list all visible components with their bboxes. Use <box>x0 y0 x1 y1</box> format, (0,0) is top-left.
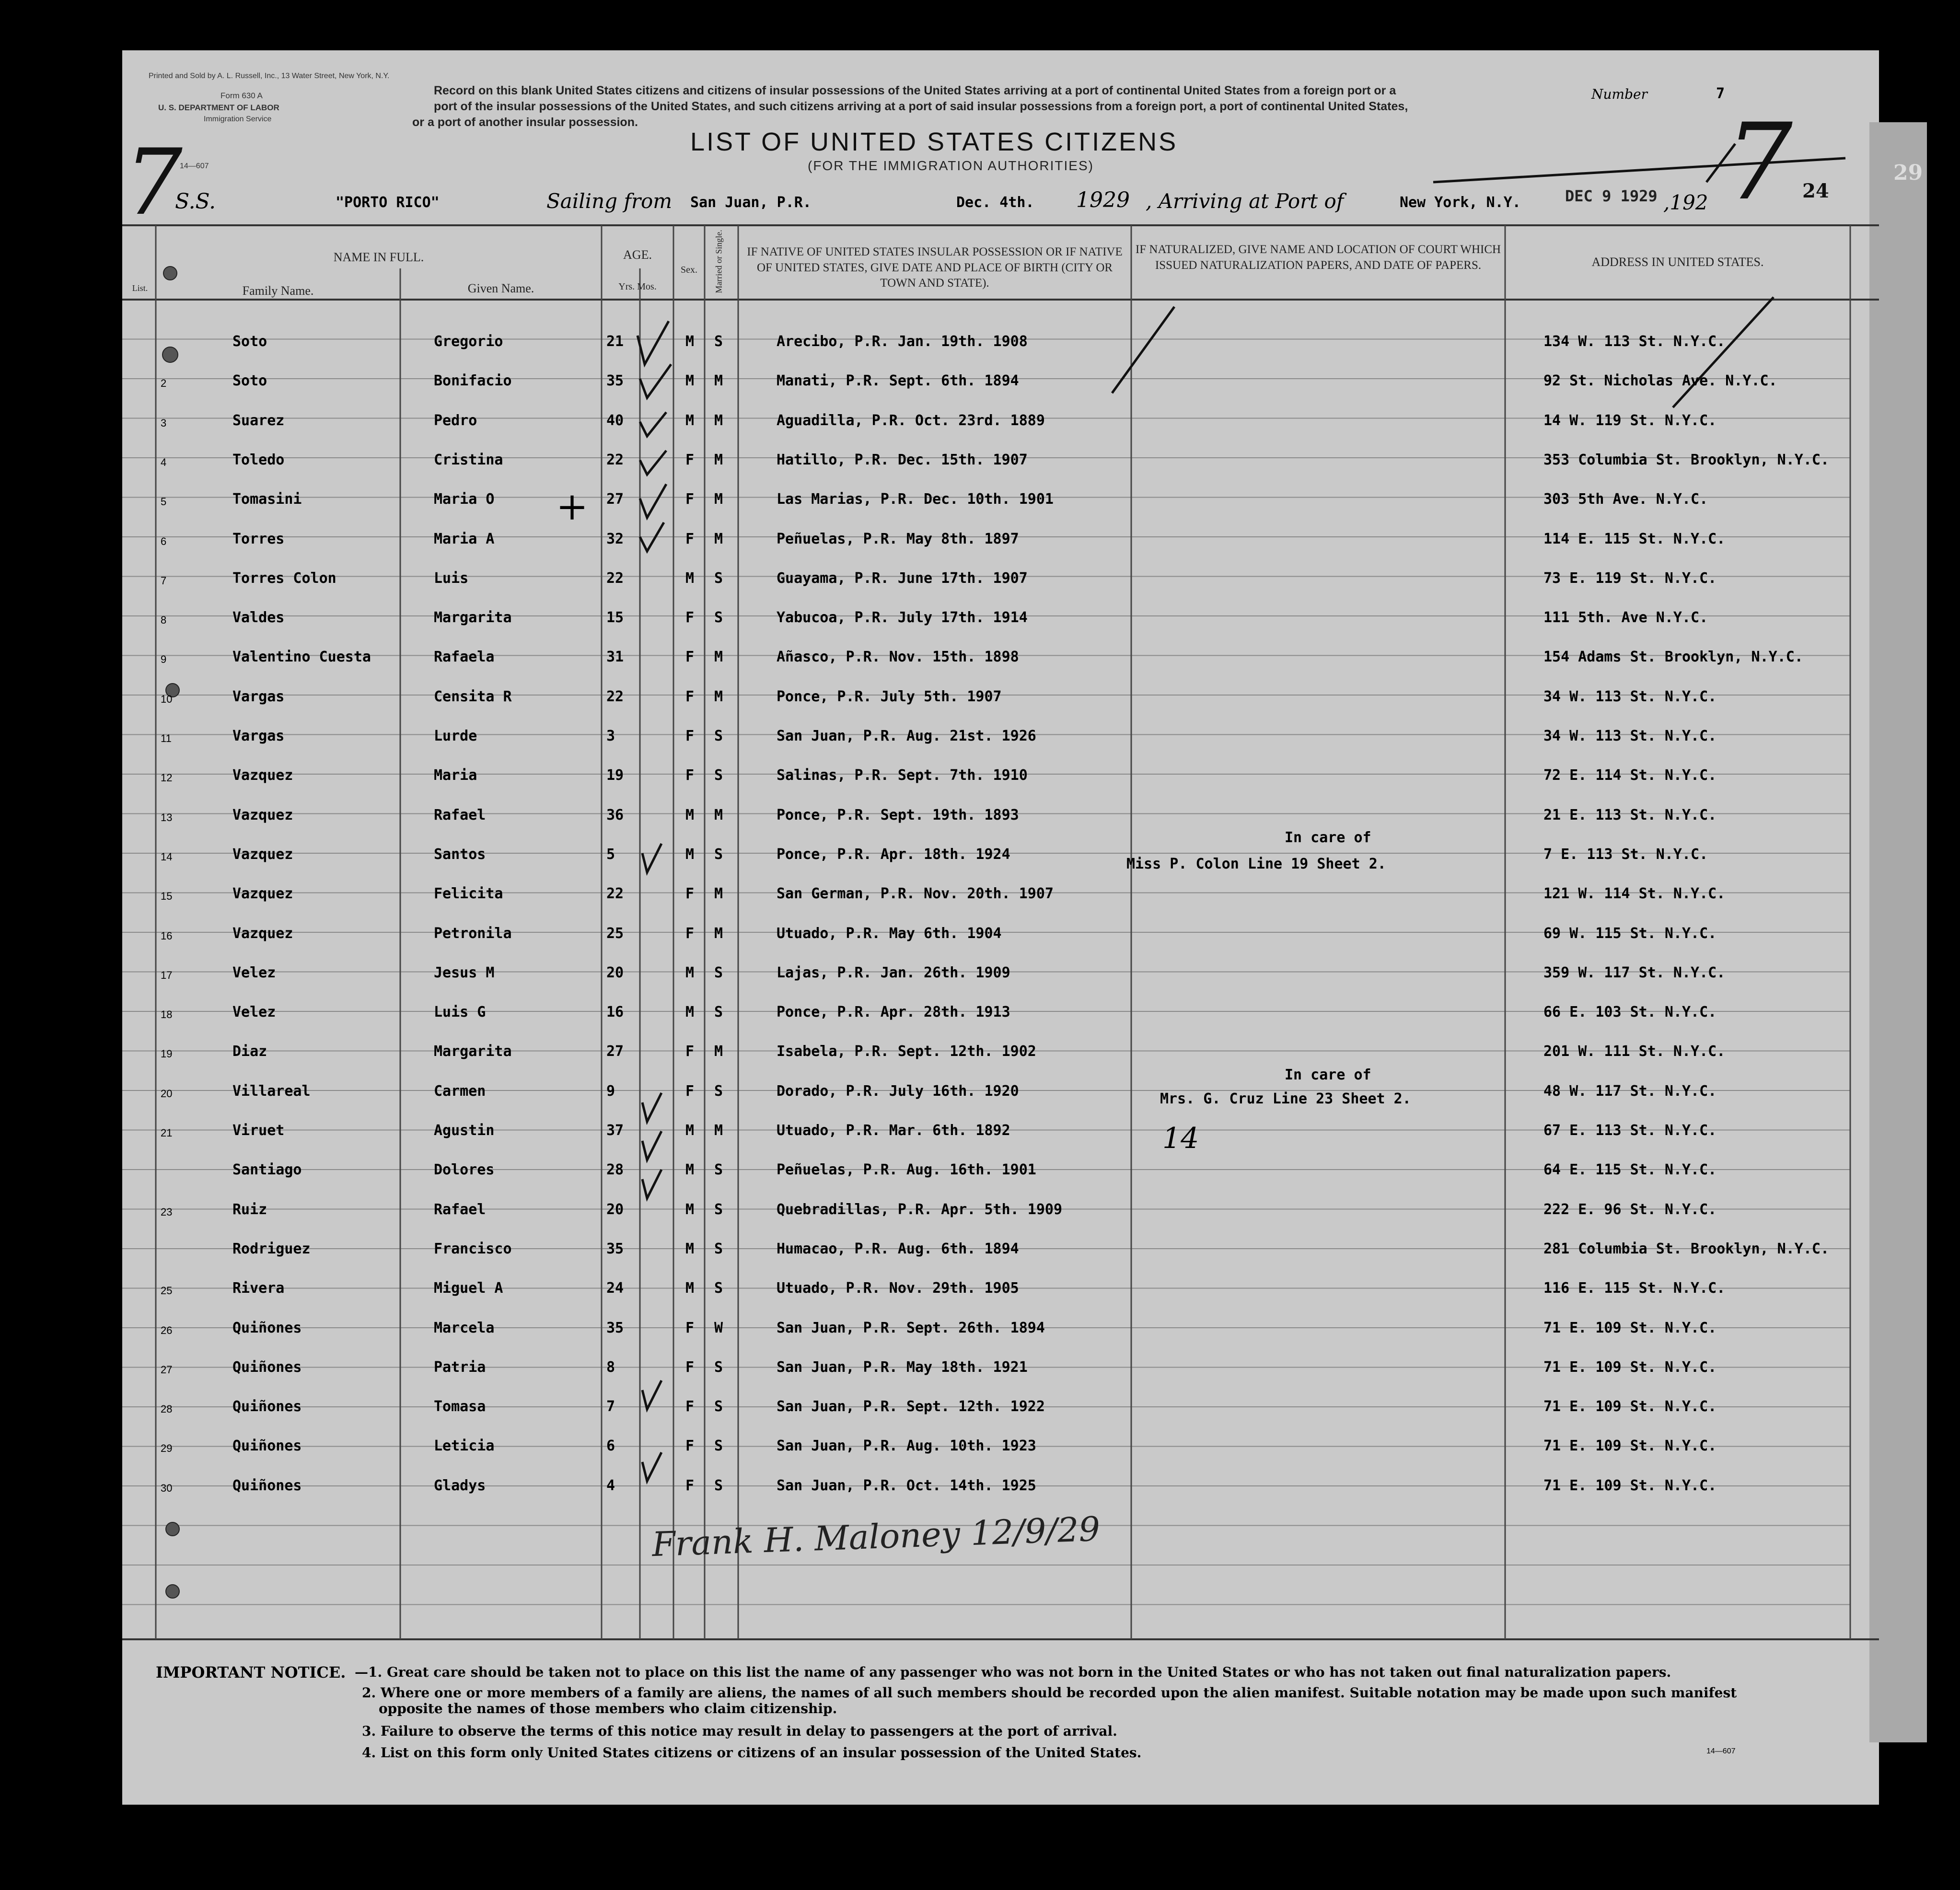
sex: F <box>685 649 695 665</box>
given-name: Petronila <box>434 925 512 942</box>
row-number: 2 <box>161 377 167 389</box>
us-address: 92 St. Nicholas Ave. N.Y.C. <box>1543 372 1777 389</box>
family-name: Vargas <box>232 728 285 744</box>
col-age: AGE. <box>623 248 652 262</box>
given-name: Patria <box>434 1359 486 1376</box>
birth-place-date: San Juan, P.R. May 18th. 1921 <box>777 1359 1028 1376</box>
birth-place-date: Peñuelas, P.R. May 8th. 1897 <box>777 531 1019 547</box>
arrival-date-stamp: DEC 9 1929 <box>1565 187 1658 205</box>
sailing-label: Sailing from <box>546 189 673 213</box>
birth-place-date: Manati, P.R. Sept. 6th. 1894 <box>777 372 1019 389</box>
given-name: Gregorio <box>434 333 503 350</box>
marital-status: M <box>714 649 723 665</box>
sex: F <box>685 1083 695 1100</box>
row-number: 6 <box>161 535 167 547</box>
sex: F <box>685 452 695 468</box>
sex: M <box>685 1161 695 1178</box>
us-address: 114 E. 115 St. N.Y.C. <box>1543 531 1726 547</box>
us-address: 73 E. 119 St. N.Y.C. <box>1543 570 1717 587</box>
form-code: 14—607 <box>180 162 209 170</box>
sex: F <box>685 609 695 626</box>
birth-place-date: Guayama, P.R. June 17th. 1907 <box>777 570 1028 587</box>
birth-place-date: Ponce, P.R. Apr. 18th. 1924 <box>777 846 1010 863</box>
family-name: Valdes <box>232 609 285 626</box>
given-name: Maria A <box>434 531 495 547</box>
marital-status: S <box>714 1359 723 1376</box>
birth-place-date: Hatillo, P.R. Dec. 15th. 1907 <box>777 452 1028 468</box>
row-number: 25 <box>161 1285 173 1297</box>
marital-status: S <box>714 846 723 863</box>
marital-status: S <box>714 1004 723 1020</box>
age: 20 <box>606 964 624 981</box>
given-name: Dolores <box>434 1161 495 1178</box>
given-name: Pedro <box>434 412 477 429</box>
sex: F <box>685 1320 695 1336</box>
row-number: 17 <box>161 969 173 981</box>
us-address: 222 E. 96 St. N.Y.C. <box>1543 1201 1717 1218</box>
row-number: 16 <box>161 930 173 942</box>
family-name: Quiñones <box>232 1438 302 1454</box>
age: 7 <box>606 1398 615 1415</box>
age: 5 <box>606 846 615 863</box>
us-address: 72 E. 114 St. N.Y.C. <box>1543 767 1717 784</box>
us-address: 71 E. 109 St. N.Y.C. <box>1543 1320 1717 1336</box>
care-note-1-detail: Miss P. Colon Line 19 Sheet 2. <box>1126 856 1386 872</box>
given-name: Santos <box>434 846 486 863</box>
row-number: 15 <box>161 890 173 902</box>
family-name: Soto <box>232 372 267 389</box>
row-number: 14 <box>161 851 173 863</box>
page-29: 29 <box>1893 161 1923 185</box>
us-address: 71 E. 109 St. N.Y.C. <box>1543 1398 1717 1415</box>
marital-status: M <box>714 688 723 705</box>
row-number: 27 <box>161 1364 173 1376</box>
given-name: Tomasa <box>434 1398 486 1415</box>
sail-year: 1929 <box>1076 188 1130 212</box>
birth-place-date: Utuado, P.R. May 6th. 1904 <box>777 925 1002 942</box>
birth-place-date: Isabela, P.R. Sept. 12th. 1902 <box>777 1043 1036 1060</box>
birth-place-date: San Juan, P.R. Aug. 21st. 1926 <box>777 728 1036 744</box>
family-name: Santiago <box>232 1161 302 1178</box>
age: 19 <box>606 767 624 784</box>
family-name: Vazquez <box>232 885 293 902</box>
family-name: Tomasini <box>232 491 302 508</box>
row-number: 23 <box>161 1206 173 1218</box>
notice-label: IMPORTANT NOTICE. <box>156 1663 346 1681</box>
age: 15 <box>606 609 624 626</box>
given-name: Agustin <box>434 1122 495 1139</box>
us-address: 66 E. 103 St. N.Y.C. <box>1543 1004 1717 1020</box>
us-address: 111 5th. Ave N.Y.C. <box>1543 609 1708 626</box>
notice-item-1: —1. Great care should be taken not to place on this list the name of any passenger who was not born in the United States or who has not taken out final naturalization papers. <box>355 1664 1671 1680</box>
notice-item-2a: 2. Where one or more members of a family are aliens, the names of all such members should be recorded upon the alien manifest. Suitable notation may be made upon such manifest <box>362 1685 1737 1701</box>
age: 35 <box>606 1320 624 1336</box>
birth-place-date: Arecibo, P.R. Jan. 19th. 1908 <box>777 333 1028 350</box>
sailing-from: San Juan, P.R. <box>690 194 812 211</box>
birth-place-date: Lajas, P.R. Jan. 26th. 1909 <box>777 964 1010 981</box>
age: 3 <box>606 728 615 744</box>
marital-status: S <box>714 964 723 981</box>
row-number: 7 <box>161 575 167 587</box>
us-address: 34 W. 113 St. N.Y.C. <box>1543 688 1717 705</box>
given-name: Leticia <box>434 1438 495 1454</box>
footer-form-code: 14—607 <box>1706 1747 1736 1755</box>
marital-status: S <box>714 570 723 587</box>
marital-status: S <box>714 1201 723 1218</box>
sex: F <box>685 925 695 942</box>
family-name: Vazquez <box>232 807 293 823</box>
sex: F <box>685 728 695 744</box>
big-numeral: 7 <box>1726 101 1793 223</box>
row-number: 12 <box>161 772 173 784</box>
row-number: 5 <box>161 496 167 508</box>
row-number: 4 <box>161 456 167 468</box>
marital-status: M <box>714 925 723 942</box>
row-number: 20 <box>161 1088 173 1100</box>
us-address: 67 E. 113 St. N.Y.C. <box>1543 1122 1717 1139</box>
sex: F <box>685 491 695 508</box>
marital-status: M <box>714 531 723 547</box>
row-number: 21 <box>161 1127 173 1139</box>
marital-status: S <box>714 1398 723 1415</box>
birth-place-date: Utuado, P.R. Nov. 29th. 1905 <box>777 1280 1019 1297</box>
us-address: 359 W. 117 St. N.Y.C. <box>1543 964 1726 981</box>
form-number: Form 630 A <box>220 91 263 100</box>
birth-place-date: Ponce, P.R. July 5th. 1907 <box>777 688 1002 705</box>
year-suffix: ,192 <box>1663 191 1708 214</box>
given-name: Miguel A <box>434 1280 503 1297</box>
sex: M <box>685 1122 695 1139</box>
birth-place-date: Aguadilla, P.R. Oct. 23rd. 1889 <box>777 412 1045 429</box>
birth-place-date: Dorado, P.R. July 16th. 1920 <box>777 1083 1019 1100</box>
given-name: Luis G <box>434 1004 486 1020</box>
marital-status: W <box>714 1320 723 1336</box>
row-number: 10 <box>161 693 173 705</box>
sex: F <box>685 1359 695 1376</box>
age: 22 <box>606 570 624 587</box>
given-name: Censita R <box>434 688 512 705</box>
sex: M <box>685 1241 695 1257</box>
row-number: 29 <box>161 1442 173 1454</box>
birth-place-date: Utuado, P.R. Mar. 6th. 1892 <box>777 1122 1010 1139</box>
printer-line: Printed and Sold by A. L. Russell, Inc., 13 Water Street, New York, N.Y. <box>149 72 390 80</box>
sex: F <box>685 885 695 902</box>
age: 8 <box>606 1359 615 1376</box>
marital-status: S <box>714 333 723 350</box>
family-name: Vazquez <box>232 767 293 784</box>
us-address: 303 5th Ave. N.Y.C. <box>1543 491 1708 508</box>
age: 25 <box>606 925 624 942</box>
ship-name: "PORTO RICO" <box>336 194 440 211</box>
col-address: ADDRESS IN UNITED STATES. <box>1591 255 1764 269</box>
marital-status: S <box>714 767 723 784</box>
col-naturalized: IF NATURALIZED, GIVE NAME AND LOCATION OF COURT WHICH ISSUED NATURALIZATION PAPERS, AND DATE OF PAPERS. <box>1135 243 1501 272</box>
given-name: Margarita <box>434 1043 512 1060</box>
corner-mark: 7 <box>125 129 183 235</box>
marital-status: M <box>714 807 723 823</box>
sex: F <box>685 1438 695 1454</box>
us-address: 14 W. 119 St. N.Y.C. <box>1543 412 1717 429</box>
given-name: Rafaela <box>434 649 495 665</box>
given-name: Cristina <box>434 452 503 468</box>
us-address: 134 W. 113 St. N.Y.C. <box>1543 333 1726 350</box>
care-note-1-heading: In care of <box>1285 829 1371 846</box>
row-number: 18 <box>161 1009 173 1020</box>
marital-status: M <box>714 1122 723 1139</box>
marital-status: M <box>714 412 723 429</box>
age: 20 <box>606 1201 624 1218</box>
us-address: 353 Columbia St. Brooklyn, N.Y.C. <box>1543 452 1830 468</box>
marital-status: S <box>714 609 723 626</box>
us-address: 281 Columbia St. Brooklyn, N.Y.C. <box>1543 1241 1830 1257</box>
row-number: 26 <box>161 1324 173 1336</box>
record-instructions-2: port of the insular possessions of the United States, and such citizens arriving at a port of said insular possessions from a foreign port, a port of continental United States, <box>434 100 1408 113</box>
us-address: 21 E. 113 St. N.Y.C. <box>1543 807 1717 823</box>
given-name: Gladys <box>434 1477 486 1494</box>
us-address: 64 E. 115 St. N.Y.C. <box>1543 1161 1717 1178</box>
sex: M <box>685 964 695 981</box>
given-name: Felicita <box>434 885 503 902</box>
family-name: Rodriguez <box>232 1241 311 1257</box>
given-name: Carmen <box>434 1083 486 1100</box>
family-name: Quiñones <box>232 1477 302 1494</box>
record-instructions-3: or a port of another insular possession. <box>412 116 638 129</box>
marital-status: S <box>714 1083 723 1100</box>
age: 22 <box>606 688 624 705</box>
birth-place-date: Humacao, P.R. Aug. 6th. 1894 <box>777 1241 1019 1257</box>
page-title: LIST OF UNITED STATES CITIZENS <box>690 128 1178 156</box>
family-name: Quiñones <box>232 1398 302 1415</box>
age: 37 <box>606 1122 624 1139</box>
us-address: 116 E. 115 St. N.Y.C. <box>1543 1280 1726 1297</box>
marital-status: M <box>714 491 723 508</box>
col-married-single: Married or Single. <box>714 230 724 293</box>
notice-item-2b: opposite the names of those members who claim citizenship. <box>379 1701 837 1716</box>
family-name: Velez <box>232 964 276 981</box>
sail-date: Dec. 4th. <box>956 194 1034 211</box>
us-address: 71 E. 109 St. N.Y.C. <box>1543 1438 1717 1454</box>
marital-status: S <box>714 1241 723 1257</box>
row-number: 9 <box>161 653 167 665</box>
age: 21 <box>606 333 624 350</box>
family-name: Quiñones <box>232 1359 302 1376</box>
sex: M <box>685 333 695 350</box>
birth-place-date: Salinas, P.R. Sept. 7th. 1910 <box>777 767 1028 784</box>
us-address: 7 E. 113 St. N.Y.C. <box>1543 846 1708 863</box>
page-24: 24 <box>1802 180 1829 202</box>
family-name: Ruiz <box>232 1201 267 1218</box>
family-name: Villareal <box>232 1083 311 1100</box>
birth-place-date: Ponce, P.R. Sept. 19th. 1893 <box>777 807 1019 823</box>
birth-place-date: Quebradillas, P.R. Apr. 5th. 1909 <box>777 1201 1063 1218</box>
inspector-signature: Frank H. Maloney 12/9/29 <box>651 1509 1101 1565</box>
given-name: Francisco <box>434 1241 512 1257</box>
birth-place-date: Peñuelas, P.R. Aug. 16th. 1901 <box>777 1161 1036 1178</box>
marital-status: S <box>714 1280 723 1297</box>
col-yrs-mos: Yrs. Mos. <box>618 281 657 292</box>
age: 22 <box>606 885 624 902</box>
given-name: Rafael <box>434 807 486 823</box>
family-name: Rivera <box>232 1280 285 1297</box>
given-name: Luis <box>434 570 469 587</box>
age: 27 <box>606 1043 624 1060</box>
age: 4 <box>606 1477 615 1494</box>
us-address: 121 W. 114 St. N.Y.C. <box>1543 885 1726 902</box>
sex: M <box>685 1004 695 1020</box>
arrival-port: New York, N.Y. <box>1400 194 1521 211</box>
row-number: 28 <box>161 1403 173 1415</box>
col-name-in-full: NAME IN FULL. <box>333 250 424 264</box>
us-address: 154 Adams St. Brooklyn, N.Y.C. <box>1543 649 1803 665</box>
row-number: 3 <box>161 417 167 429</box>
us-address: 201 W. 111 St. N.Y.C. <box>1543 1043 1726 1060</box>
family-name: Torres Colon <box>232 570 336 587</box>
us-address: 71 E. 109 St. N.Y.C. <box>1543 1359 1717 1376</box>
sex: F <box>685 688 695 705</box>
sex: M <box>685 412 695 429</box>
age: 36 <box>606 807 624 823</box>
marital-status: S <box>714 1477 723 1494</box>
marital-status: M <box>714 452 723 468</box>
us-address: 69 W. 115 St. N.Y.C. <box>1543 925 1717 942</box>
birth-place-date: San Juan, P.R. Oct. 14th. 1925 <box>777 1477 1036 1494</box>
marital-status: M <box>714 885 723 902</box>
page-subtitle: (FOR THE IMMIGRATION AUTHORITIES) <box>808 158 1094 173</box>
us-address: 71 E. 109 St. N.Y.C. <box>1543 1477 1717 1494</box>
col-family-name: Family Name. <box>242 284 314 298</box>
given-name: Lurde <box>434 728 477 744</box>
age: 27 <box>606 491 624 508</box>
hand-cross-mark: + <box>556 484 589 529</box>
sex: M <box>685 372 695 389</box>
service-label: Immigration Service <box>204 115 272 123</box>
care-note-2-detail: Mrs. G. Cruz Line 23 Sheet 2. <box>1160 1090 1411 1107</box>
age: 31 <box>606 649 624 665</box>
age: 22 <box>606 452 624 468</box>
sex: F <box>685 1477 695 1494</box>
marital-status: S <box>714 1438 723 1454</box>
age: 16 <box>606 1004 624 1020</box>
family-name: Quiñones <box>232 1320 302 1336</box>
notice-item-4: 4. List on this form only United States citizens or citizens of an insular possession of the United States. <box>362 1745 1142 1761</box>
family-name: Vargas <box>232 688 285 705</box>
sex: M <box>685 1201 695 1218</box>
sex: F <box>685 1043 695 1060</box>
birth-place-date: San Juan, P.R. Aug. 10th. 1923 <box>777 1438 1036 1454</box>
hand-14-mark: 14 <box>1162 1122 1199 1155</box>
birth-place-date: Las Marias, P.R. Dec. 10th. 1901 <box>777 491 1054 508</box>
birth-place-date: San German, P.R. Nov. 20th. 1907 <box>777 885 1054 902</box>
row-number: 19 <box>161 1048 173 1060</box>
row-number: 30 <box>161 1482 173 1494</box>
sex: M <box>685 570 695 587</box>
sex: F <box>685 1398 695 1415</box>
arriving-label: , Arriving at Port of <box>1146 189 1344 213</box>
notice-item-3: 3. Failure to observe the terms of this notice may result in delay to passengers at the port of arrival. <box>362 1723 1117 1739</box>
record-instructions-1: Record on this blank United States citizens and citizens of insular possessions of the United States arriving at a port of continental United States from a foreign port or a <box>434 84 1396 97</box>
ss-label: S.S. <box>175 189 216 214</box>
given-name: Bonifacio <box>434 372 512 389</box>
sex: M <box>685 1280 695 1297</box>
given-name: Jesus M <box>434 964 495 981</box>
row-number: 8 <box>161 614 167 626</box>
family-name: Diaz <box>232 1043 267 1060</box>
family-name: Toledo <box>232 452 285 468</box>
given-name: Maria <box>434 767 477 784</box>
age: 28 <box>606 1161 624 1178</box>
family-name: Vazquez <box>232 925 293 942</box>
age: 32 <box>606 531 624 547</box>
age: 24 <box>606 1280 624 1297</box>
given-name: Marcela <box>434 1320 495 1336</box>
marital-status: S <box>714 1161 723 1178</box>
family-name: Suarez <box>232 412 285 429</box>
family-name: Valentino Cuesta <box>232 649 371 665</box>
age: 9 <box>606 1083 615 1100</box>
marital-status: M <box>714 372 723 389</box>
family-name: Torres <box>232 531 285 547</box>
marital-status: S <box>714 728 723 744</box>
sex: F <box>685 531 695 547</box>
col-birth: IF NATIVE OF UNITED STATES INSULAR POSSESSION OR IF NATIVE OF UNITED STATES, GIVE DATE AND PLACE OF BIRTH (CITY OR TOWN AND STATE). <box>747 245 1123 290</box>
marital-status: M <box>714 1043 723 1060</box>
given-name: Maria O <box>434 491 495 508</box>
given-name: Margarita <box>434 609 512 626</box>
number-value: 7 <box>1716 85 1725 102</box>
age: 35 <box>606 372 624 389</box>
col-sex: Sex. <box>681 265 697 275</box>
family-name: Velez <box>232 1004 276 1020</box>
col-given-name: Given Name. <box>467 281 534 295</box>
us-address: 48 W. 117 St. N.Y.C. <box>1543 1083 1717 1100</box>
given-name: Rafael <box>434 1201 486 1218</box>
birth-place-date: Yabucoa, P.R. July 17th. 1914 <box>777 609 1028 626</box>
age: 35 <box>606 1241 624 1257</box>
department-label: U. S. DEPARTMENT OF LABOR <box>158 103 279 112</box>
family-name: Viruet <box>232 1122 285 1139</box>
birth-place-date: Ponce, P.R. Apr. 28th. 1913 <box>777 1004 1010 1020</box>
care-note-2-heading: In care of <box>1285 1067 1371 1083</box>
age: 6 <box>606 1438 615 1454</box>
sex: F <box>685 767 695 784</box>
family-name: Soto <box>232 333 267 350</box>
family-name: Vazquez <box>232 846 293 863</box>
number-label: Number <box>1591 86 1647 102</box>
sex: M <box>685 807 695 823</box>
us-address: 34 W. 113 St. N.Y.C. <box>1543 728 1717 744</box>
birth-place-date: San Juan, P.R. Sept. 26th. 1894 <box>777 1320 1045 1336</box>
col-list: List. <box>132 283 148 293</box>
birth-place-date: Añasco, P.R. Nov. 15th. 1898 <box>777 649 1019 665</box>
sex: M <box>685 846 695 863</box>
birth-place-date: San Juan, P.R. Sept. 12th. 1922 <box>777 1398 1045 1415</box>
row-number: 11 <box>161 732 172 744</box>
row-number: 13 <box>161 812 173 823</box>
age: 40 <box>606 412 624 429</box>
